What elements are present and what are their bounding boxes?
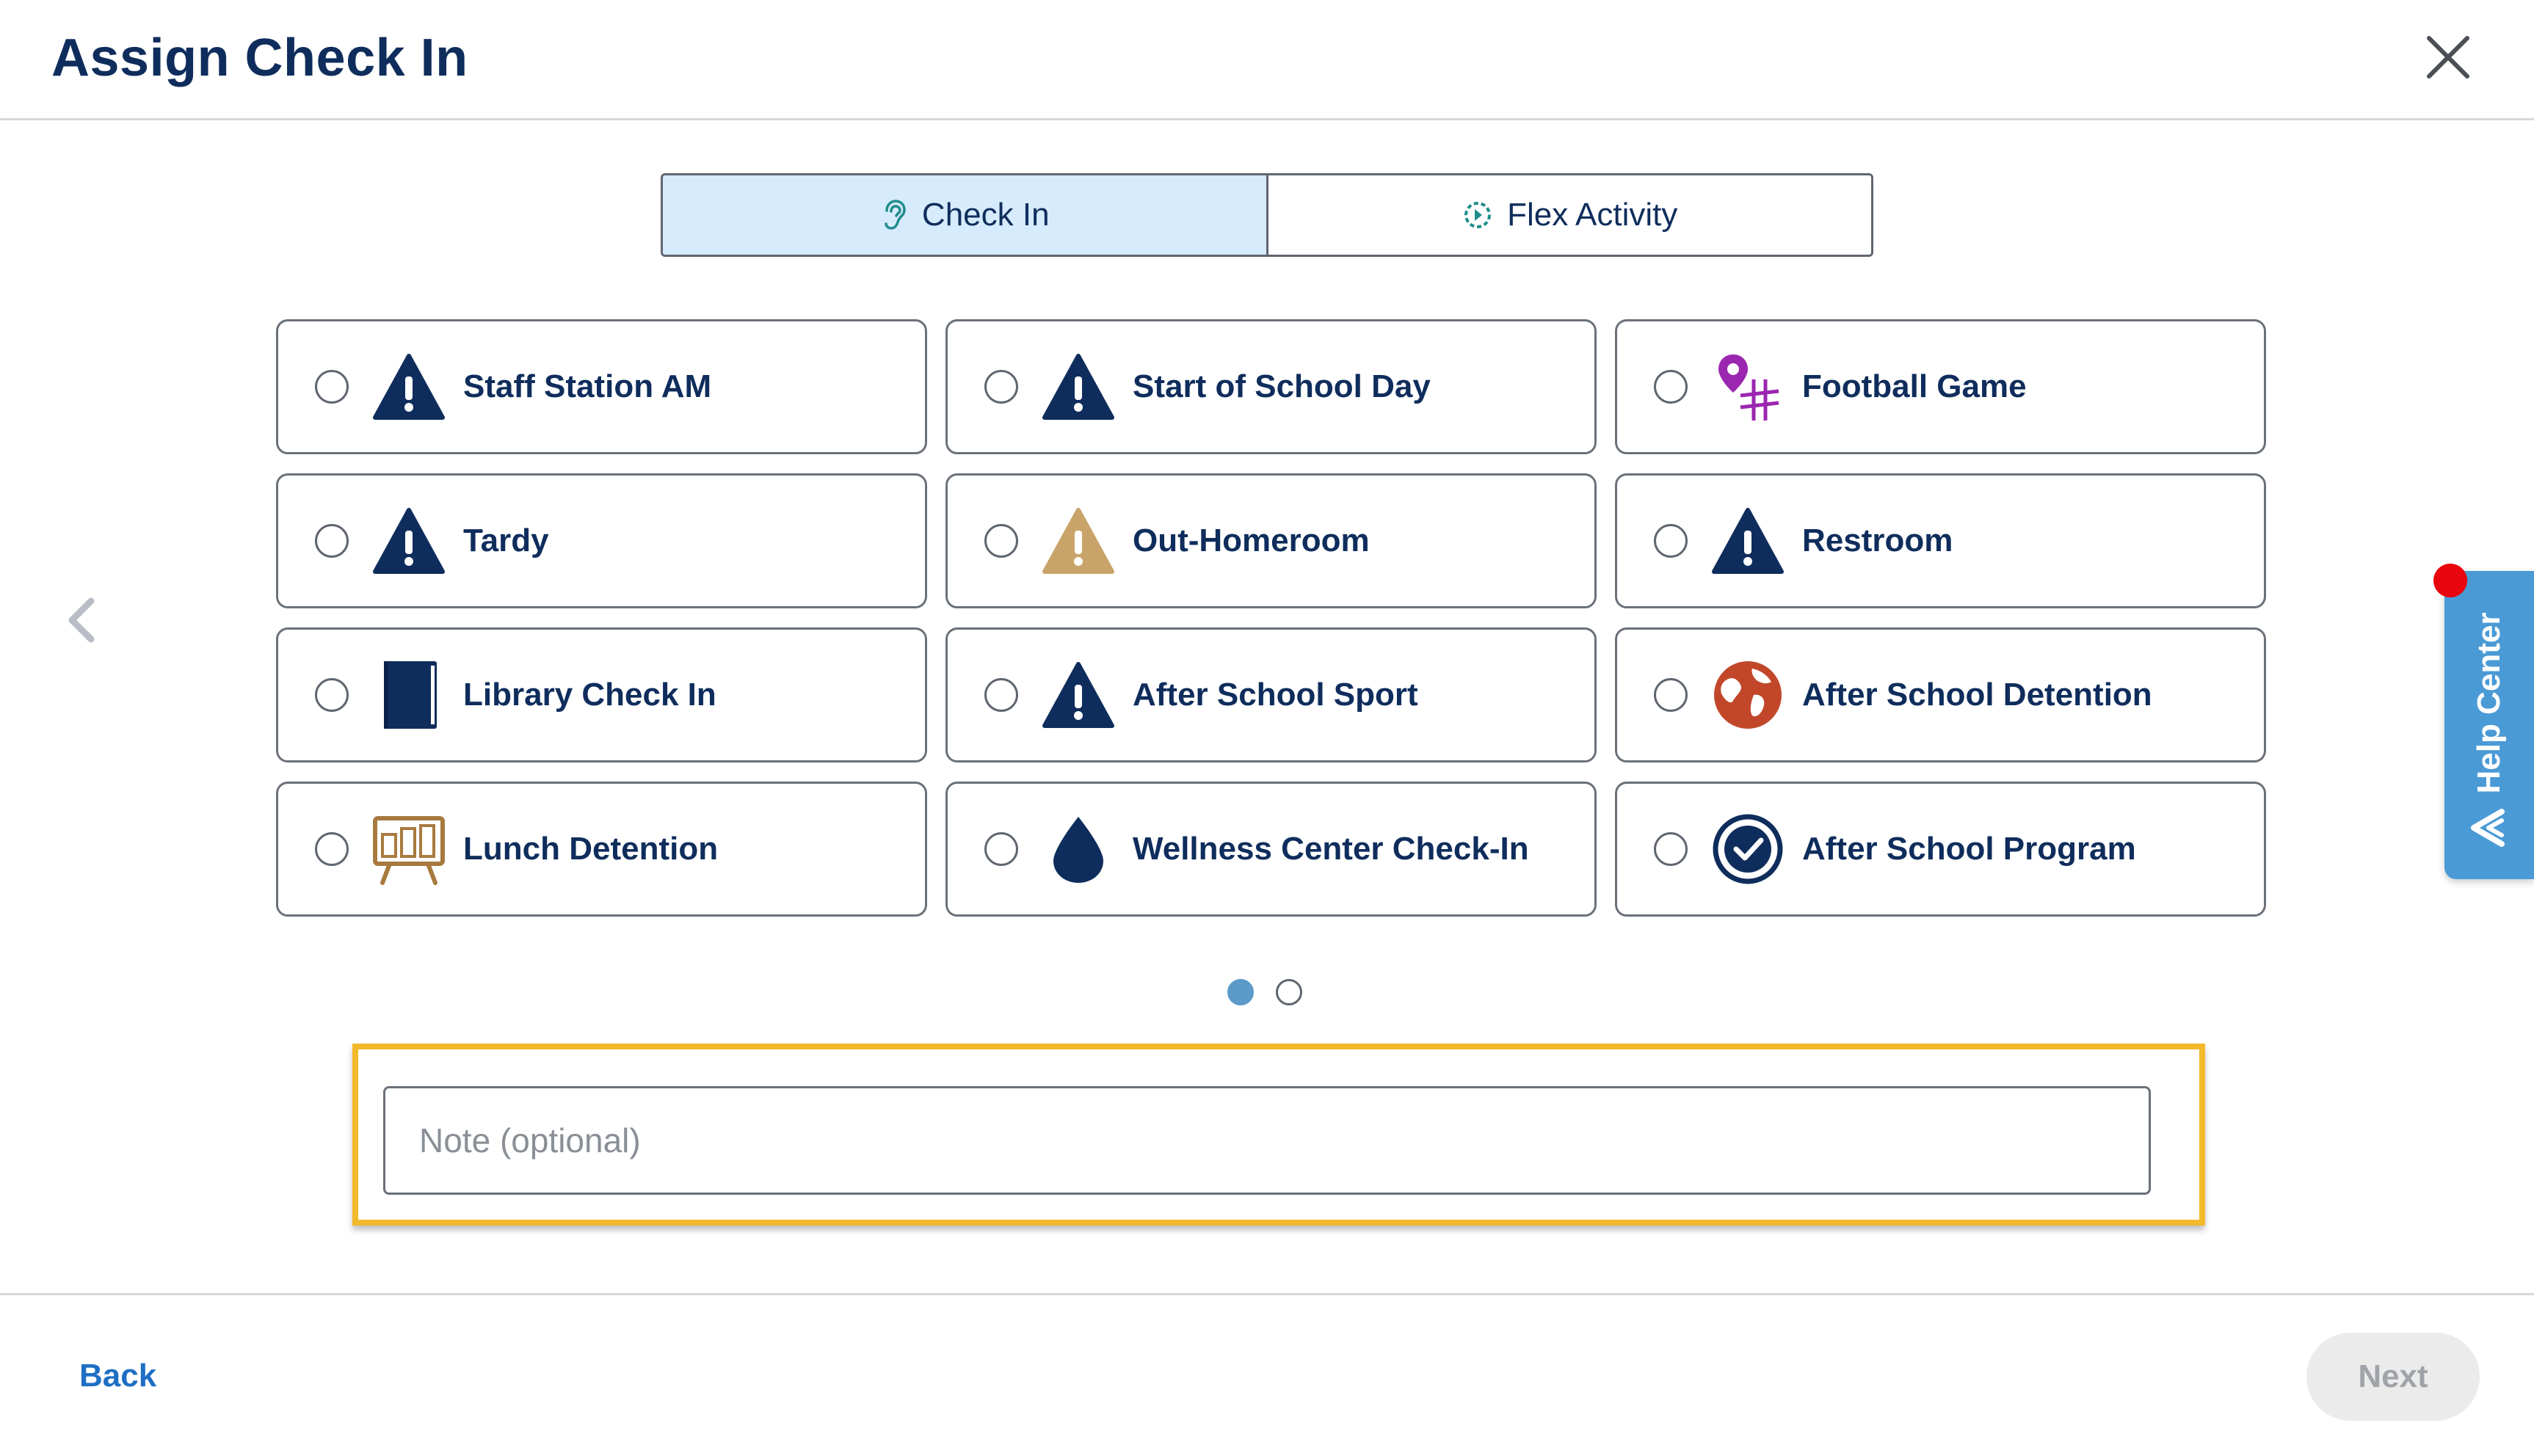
option-label: After School Program bbox=[1802, 831, 2136, 867]
globe-icon bbox=[1711, 658, 1785, 732]
warning-icon bbox=[372, 504, 446, 578]
notification-badge bbox=[2433, 564, 2467, 597]
option-label: Restroom bbox=[1802, 523, 1953, 558]
option-card-lunch-detention[interactable] bbox=[276, 782, 927, 917]
warning-icon bbox=[1711, 504, 1785, 578]
option-card-library-check-in[interactable] bbox=[276, 627, 927, 762]
warning-icon bbox=[1042, 504, 1115, 578]
option-card-out-homeroom[interactable] bbox=[945, 473, 1597, 608]
option-card-staff-station-am[interactable] bbox=[276, 319, 927, 454]
option-label: Out-Homeroom bbox=[1133, 523, 1370, 558]
tab-flex-activity-label: Flex Activity bbox=[1507, 197, 1678, 233]
option-radio[interactable] bbox=[984, 678, 1018, 712]
tab-check-in[interactable] bbox=[663, 175, 1266, 255]
option-card-tardy[interactable] bbox=[276, 473, 927, 608]
close-button[interactable] bbox=[2415, 29, 2481, 85]
option-label: After School Detention bbox=[1802, 677, 2152, 713]
page-title: Assign Check In bbox=[51, 29, 468, 87]
pagination-dots bbox=[1227, 979, 1302, 1005]
tab-flex-activity[interactable] bbox=[1266, 175, 1872, 255]
help-center-button[interactable] bbox=[2444, 571, 2534, 879]
option-label: Staff Station AM bbox=[463, 368, 712, 404]
option-card-after-school-sport[interactable] bbox=[945, 627, 1597, 762]
option-radio[interactable] bbox=[1654, 370, 1688, 404]
book-icon bbox=[372, 658, 446, 732]
option-radio[interactable] bbox=[1654, 832, 1688, 866]
option-card-start-of-school-day[interactable] bbox=[945, 319, 1597, 454]
clock-check-icon bbox=[1711, 812, 1785, 886]
option-radio[interactable] bbox=[315, 678, 349, 712]
option-label: After School Sport bbox=[1133, 677, 1418, 713]
help-center-logo-icon bbox=[2466, 806, 2511, 850]
option-radio[interactable] bbox=[984, 370, 1018, 404]
option-radio[interactable] bbox=[315, 524, 349, 558]
back-button[interactable]: Back bbox=[79, 1358, 157, 1394]
option-radio[interactable] bbox=[315, 370, 349, 404]
option-card-wellness-center-check-in[interactable] bbox=[945, 782, 1597, 917]
option-label: Start of School Day bbox=[1133, 368, 1431, 404]
option-label: Football Game bbox=[1802, 368, 2027, 404]
option-radio[interactable] bbox=[984, 524, 1018, 558]
water-drop-icon bbox=[1042, 812, 1115, 886]
tab-check-in-label: Check In bbox=[921, 197, 1050, 233]
ear-icon bbox=[879, 199, 909, 231]
option-card-after-school-program[interactable] bbox=[1615, 782, 2266, 917]
modal-header bbox=[0, 0, 2534, 120]
presentation-board-icon bbox=[372, 812, 446, 886]
previous-page-button[interactable] bbox=[59, 587, 103, 653]
option-label: Lunch Detention bbox=[463, 831, 719, 867]
page-dot-1[interactable] bbox=[1227, 979, 1254, 1005]
warning-icon bbox=[1042, 658, 1115, 732]
option-label: Library Check In bbox=[463, 677, 716, 713]
option-card-after-school-detention[interactable] bbox=[1615, 627, 2266, 762]
type-tabs bbox=[661, 173, 1873, 257]
next-button[interactable]: Next bbox=[2306, 1333, 2480, 1421]
option-radio[interactable] bbox=[1654, 678, 1688, 712]
option-card-restroom[interactable] bbox=[1615, 473, 2266, 608]
option-label: Tardy bbox=[463, 523, 549, 558]
option-radio[interactable] bbox=[315, 832, 349, 866]
option-label: Wellness Center Check-In bbox=[1133, 831, 1529, 867]
map-pin-football-icon bbox=[1711, 350, 1785, 423]
modal-footer bbox=[0, 1293, 2534, 1456]
chevron-left-icon bbox=[65, 597, 97, 644]
option-radio[interactable] bbox=[1654, 524, 1688, 558]
close-icon bbox=[2426, 35, 2470, 79]
help-center-label: Help Center bbox=[2471, 612, 2507, 794]
warning-icon bbox=[372, 350, 446, 423]
option-card-football-game[interactable] bbox=[1615, 319, 2266, 454]
option-radio[interactable] bbox=[984, 832, 1018, 866]
page-dot-2[interactable] bbox=[1276, 979, 1302, 1005]
check-in-options-grid bbox=[276, 319, 2267, 917]
flex-activity-icon bbox=[1462, 199, 1494, 231]
warning-icon bbox=[1042, 350, 1115, 423]
note-input[interactable] bbox=[383, 1086, 2151, 1195]
